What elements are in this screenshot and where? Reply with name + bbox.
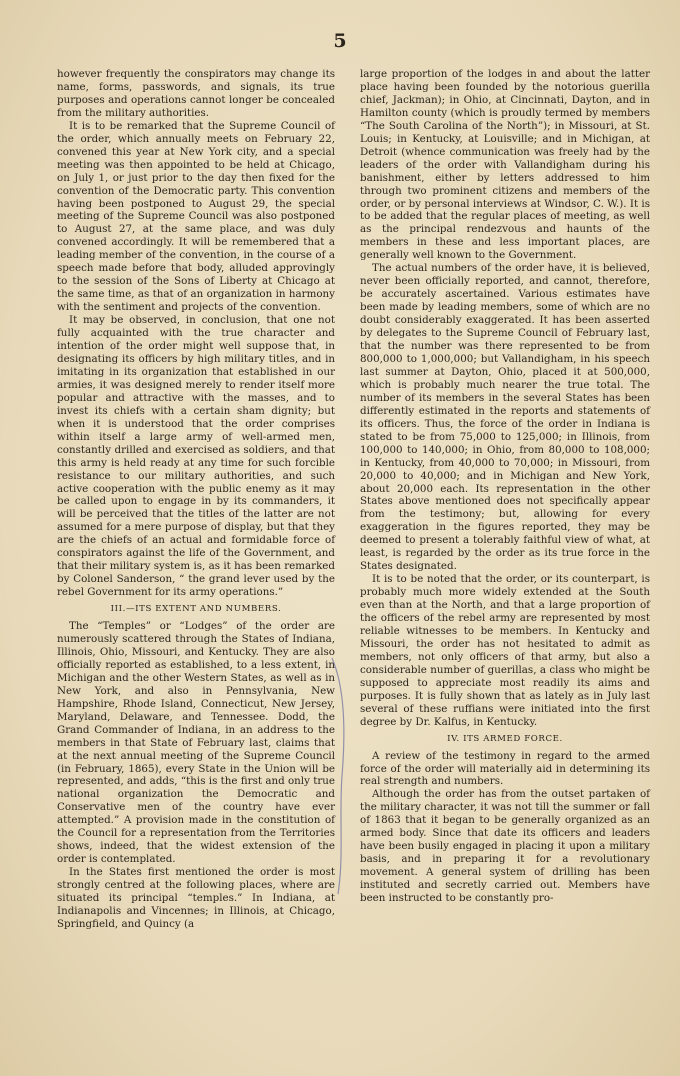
right-paragraph: The actual numbers of the order have, it is believed, never been officially reported, and cannot, therefore, be accurately ascertained. Various estimates have been made by leading members, some of which are no doubt considerably exaggerated. It has been asserted by delegates to the Supreme Council of February last, that the number was there represented to be from 800,000 to 1,000,000; but Vallandigham, in his speech last summer at Dayton, Ohio, placed it at 500,000, which is probably much nearer the true total. The number of its members in the several States has been differently estimated in the reports and statements of its officers. Thus, the force of the order in Indiana is stated to be from 75,000 to 125,000; in Illinois, from 100,000 to 140,000; in Ohio, from 80,000 to 108,000; in Kentucky, from 40,000 to 70,000; in Missouri, from 20,000 to 40,000; and in Michigan and New York, about 20,000 each. Its representation in the other States above mentioned does not specifically appear from the testimony; but, allowing for every exaggeration in the figures reported, they may be deemed to present a tolerably faithful view of what, at least, is regarded by the order as its true force in the States designated. [360,262,650,573]
page-number: 5 [333,30,347,52]
right-section-heading: IV. ITS ARMED FORCE. [447,733,563,744]
left-paragraph: however frequently the conspirators may change its name, forms, passwords, and signals, its true purposes and operations cannot longer be concealed from the military authorities. [57,68,335,119]
left-paragraph: In the States first mentioned the order is most strongly centred at the following places, where are situated its principal “temples.” In Indiana, at Indianapolis and Vincennes; in Illinois, at Chicago, Springfield, and Quincy (a [57,866,335,930]
left-column [57,68,335,931]
right-column [360,68,650,905]
right-paragraph: A review of the testimony in regard to the armed force of the order will materially aid in determining its real strength and numbers. [360,749,650,788]
right-paragraph: It is to be noted that the order, or its counterpart, is probably much more widely extended at the South even than at the North, and that a large proportion of the officers of the rebel army are represented by most reliable witnesses to be members. In Kentucky and Missouri, the order has not hesitated to admit as members, not only officers of that army, but also a considerable number of guerillas, a class who might be supposed to appreciate most readily its aims and purposes. It is fully shown that as lately as in July last several of these ruffians were initiated into the first degree by Dr. Kalfus, in Kentucky. [360,573,650,728]
left-section-heading: III.—ITS EXTENT AND NUMBERS. [110,604,282,615]
left-paragraph: It is to be remarked that the Supreme Council of the order, which annually meets on February 22, convened this year at New York city, and a special meeting was then appointed to be held at Chicago, on July 1, or just prior to the day then fixed for the convention of the Democratic party. This convention having been postponed to August 29, the special meeting of the Supreme Council was also postponed to August 27, at the same place, and was duly convened accordingly. It will be remembered that a leading member of the convention, in the course of a speech made before that body, alluded approvingly to the session of the Sons of Liberty at Chicago at the same time, as that of an organization in harmony with the sentiment and projects of the convention. [57,119,335,314]
left-paragraph: The “Temples” or “Lodges” of the order are numerously scattered through the States of Indiana, Illinois, Ohio, Missouri, and Kentucky. They are also officially reported as established, to a less extent, in Michigan and the other Western States, as well as in New York, and also in Pennsylvania, New Hampshire, Rhode Island, Connecticut, New Jersey, Maryland, Delaware, and Tennessee. Dodd, the Grand Commander of Indiana, in an address to the members in that State of February last, claims that at the next annual meeting of the Supreme Council (in February, 1865), every State in the Union will be represented, and adds, “this is the first and only true national organization the Democratic and Conservative men of the country have ever attempted.” A provision made in the constitution of the Council for a representation from the Territories shows, indeed, that the widest extension of the order is contemplated. [57,620,335,866]
right-paragraph: Although the order has from the outset partaken of the military character, it was not till the summer or fall of 1863 that it began to be generally organized as an armed body. Since that date its officers and leaders have been busily engaged in placing it upon a military basis, and in preparing it for a revolutionary movement. A general system of drilling has been instituted and secretly carried out. Members have been instructed to be constantly pro- [360,788,650,905]
right-paragraph: large proportion of the lodges in and about the latter place having been founded by the notorious guerilla chief, Jackman); in Ohio, at Cincinnati, Dayton, and in Hamilton county (which is proudly termed by members “The South Carolina of the North”); in Missouri, at St. Louis; in Kentucky, at Louisville; and in Michigan, at Detroit (whence communication was freely had by the leaders of the order with Vallandigham during his banishment, either by letters addressed to him through two prominent citizens and members of the order, or by personal interviews at Windsor, C. W.). It is to be added that the regular places of meeting, as well as the principal rendezvous and haunts of the members in these and less important places, are generally well known to the Government. [360,68,650,262]
left-paragraph: It may be observed, in conclusion, that one not fully acquainted with the true character and intention of the order might well suppose that, in designating its officers by high military titles, and in imitating in its organization that established in our armies, it was designed merely to render itself more popular and attractive with the masses, and to invest its chiefs with a certain sham dignity; but when it is understood that the order comprises within itself a large army of well-armed men, constantly drilled and exercised as soldiers, and that this army is held ready at any time for such forcible resistance to our military authorities, and such active cooperation with the public enemy as it may be called upon to engage in by its commanders, it will be perceived that the titles of the latter are not assumed for a mere purpose of display, but that they are the chiefs of an actual and formidable force of conspirators against the life of the Government, and that their military system is, as it has been remarked by Colonel Sanderson, “ the grand lever used by the rebel Government for its army operations.” [57,314,335,599]
